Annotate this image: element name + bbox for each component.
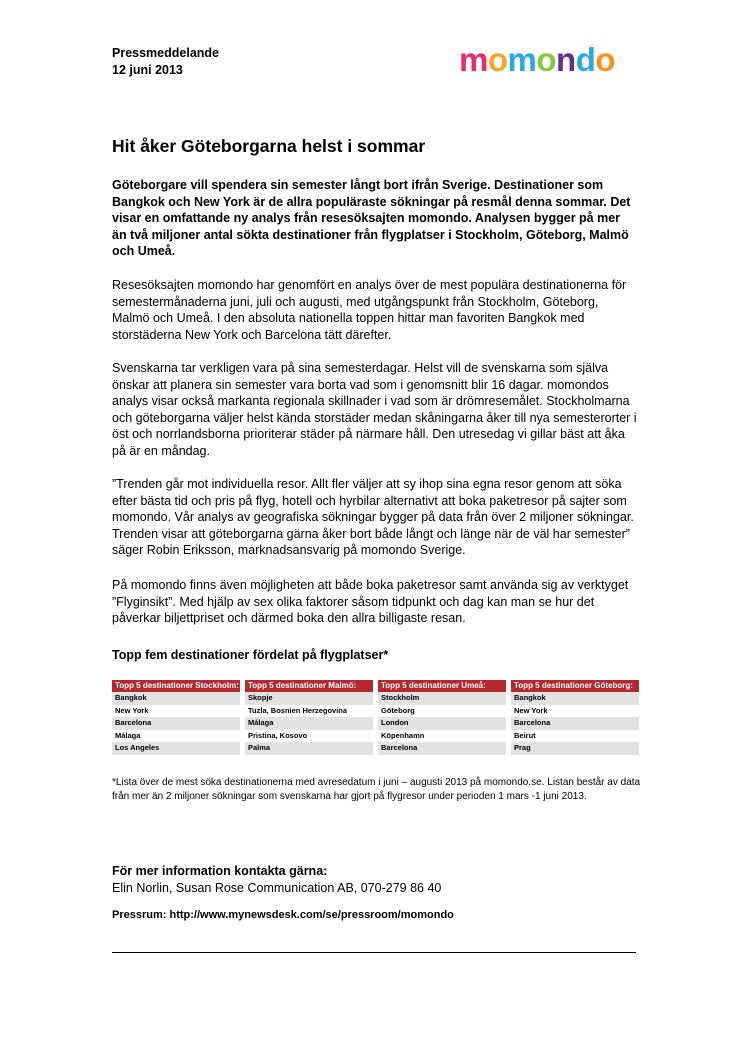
table-row: New York (112, 705, 240, 718)
document-type-label: Pressmeddelande (112, 46, 219, 60)
logo-letter: o (487, 41, 508, 78)
table-row: Palma (245, 742, 373, 755)
body-paragraph-2: Svenskarna tar verkligen vara på sina semesterdagar. Helst vill de svenskarna som själva önskar att planera sin semester vara borta vad som i genomsnitt blir 16 dagar. momondos analys visar också markanta regionala skillnader i vad som är drömresemålet. Stockholmarna och göteborgarna väljer helst kända storstäder medan skåningarna åker till nya semesterorter i öst och norrlandsborna prioriterar städer på närmare håll. Den utresedag vi gillar bäst att åka på är en måndag. (112, 361, 637, 458)
lead-paragraph: Göteborgare vill spendera sin semester långt bort ifrån Sverige. Destinationer som Bangkok och New York är de allra populäraste sökningar på resmål denna sommar. Det visar en omfattande ny analys från resesöksajten momondo. Analysen bygger på mer än två miljoner antal sökta destinationer från flygplatser i Stockholm, Göteborg, Malmö och Umeå. (112, 178, 631, 259)
table-row: Skopje (245, 692, 373, 705)
momondo-logo (459, 41, 615, 79)
logo-letter: m (507, 41, 537, 78)
logo-letter: n (556, 41, 576, 78)
table-row: Stockholm (378, 692, 506, 705)
table-header: Topp 5 destinationer Malmö: (245, 680, 373, 692)
destination-table (511, 680, 639, 755)
logo-letter: d (575, 41, 596, 78)
tables-heading: Topp fem destinationer fördelat på flygplatser* (112, 648, 389, 662)
body-paragraph-3: ”Trenden går mot individuella resor. Allt fler väljer att sy ihop sina egna resor genom att söka efter bästa tid och pris på flyg, hotell och hyrbilar alternativt att boka paketresor på sajter som momondo. Vår analys av geografiska sökningar bygger på data från över 2 miljoner sökningar. Trenden visar att göteborgarna gärna åker bort både långt och länge när de väl har semester” säger Robin Eriksson, marknadsansvarig på momondo Sverige. (112, 477, 634, 558)
document-date: 12 juni 2013 (112, 63, 183, 77)
table-row: Bangkok (511, 692, 639, 705)
table-header: Topp 5 destinationer Göteborg: (511, 680, 639, 692)
table-row: Barcelona (112, 717, 240, 730)
destination-table (112, 680, 240, 755)
table-row: New York (511, 705, 639, 718)
destination-table (378, 680, 506, 755)
table-row: Tuzla, Bosnien Herzegovina (245, 705, 373, 718)
footnote: *Lista över de mest söka destinationerna med avresedatum i juni – augusti 2013 på momondo.se. Listan består av data från mer än 2 miljoner sökningar som svenskarna har gjort på flygresor under perioden 1 mars -1 juni 2013. (112, 777, 641, 802)
table-row: Prag (511, 742, 639, 755)
body-paragraph-4: På momondo finns även möjligheten att både boka paketresor samt använda sig av verktyget ”Flyginsikt”. Med hjälp av sex olika faktorer såsom tidpunkt och dag kan man se hur det påverkar biljettpriset och därmed boka den allra billigaste resan. (112, 578, 629, 626)
table-row: Barcelona (378, 742, 506, 755)
logo-letter: m (459, 41, 488, 78)
logo-letter: o (595, 41, 616, 78)
contact-title: För mer information kontakta gärna: (112, 864, 328, 878)
destination-tables (112, 680, 638, 756)
table-row: Barcelona (511, 717, 639, 730)
destination-table (245, 680, 373, 755)
contact-details: Elin Norlin, Susan Rose Communication AB, 070-279 86 40 (112, 881, 442, 895)
table-row: Köpenhamn (378, 730, 506, 743)
table-row: Pristina, Kosovo (245, 730, 373, 743)
article-title: Hit åker Göteborgarna helst i sommar (112, 136, 426, 156)
table-row: Málaga (245, 717, 373, 730)
table-header: Topp 5 destinationer Stockholm: (112, 680, 240, 692)
logo-letter: o (536, 41, 557, 78)
table-row: London (378, 717, 506, 730)
document-header (112, 45, 219, 79)
table-row: Beirut (511, 730, 639, 743)
body-paragraph-1: Resesöksajten momondo har genomfört en analys över de mest populära destinationerna för semestermånaderna juni, juli och augusti, med utgångspunkt från Stockholm, Göteborg, Malmö och Umeå. I den absoluta nationella toppen hittar man favoriten Bangkok med storstäderna New York och Barcelona tätt därefter. (112, 278, 627, 342)
pressroom-link[interactable]: Pressrum: http://www.mynewsdesk.com/se/pressroom/momondo (112, 909, 454, 921)
table-header: Topp 5 destinationer Umeå: (378, 680, 506, 692)
footer-divider (112, 952, 636, 953)
table-row: Göteborg (378, 705, 506, 718)
table-row: Bangkok (112, 692, 240, 705)
table-row: Málaga (112, 730, 240, 743)
table-row: Los Angeles (112, 742, 240, 755)
